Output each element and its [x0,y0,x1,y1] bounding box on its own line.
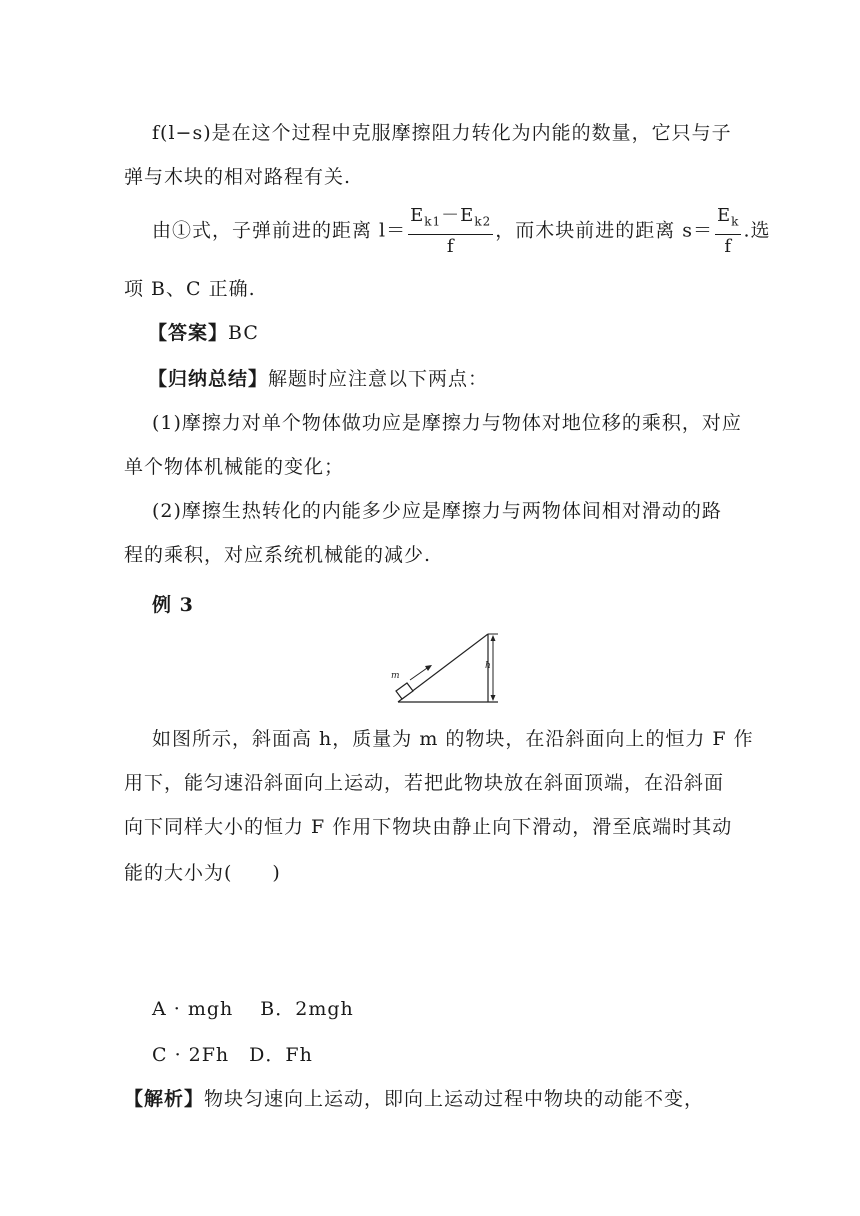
analysis-text: 物块匀速向上运动，即向上运动过程中物块的动能不变， [204,1088,705,1110]
summary-item2-line1: (2)摩擦生热转化的内能多少应是摩擦力与两物体间相对滑动的路 [152,500,722,522]
para2-suffix: .选 [743,219,771,242]
summary-line [148,364,488,391]
summary-item1-line2: 单个物体机械能的变化； [124,456,345,478]
question-line1: 如图所示，斜面高 h，质量为 m 的物块，在沿斜面向上的恒力 F 作 [152,728,754,750]
para1-line1: f(l−s)是在这个过程中克服摩擦阻力转化为内能的数量，它只与子 [152,122,732,144]
answer-label: 【答案】 [148,322,229,344]
block [396,683,413,699]
question-line3: 向下同样大小的恒力 F 作用下物块由静止向下滑动，滑至底端时其动 [124,816,733,838]
summary-item2-line2: 程的乘积，对应系统机械能的减少. [124,544,432,566]
question-line4: 能的大小为( ) [124,862,281,884]
example-title: 例 3 [152,594,194,616]
summary-label: 【归纳总结】 [148,368,269,390]
para2-prefix: 由①式，子弹前进的距离 l＝ [152,219,407,242]
fraction-l: $\frac{E_{k1}-E_{k2}}{f}$ [410,205,492,257]
answer-line [148,318,259,345]
analysis-label: 【解析】 [124,1088,205,1110]
summary-item1-line1: (1)摩擦力对单个物体做功应是摩擦力与物体对地位移的乘积，对应 [152,412,742,434]
options-row2: C · 2Fh D．Fh [152,1044,313,1066]
para2-middle: ，而木块前进的距离 s＝ [495,219,714,242]
fraction-s: $\frac{E_k}{f}$ [717,205,740,257]
para1-line2: 弹与木块的相对路程有关. [124,166,352,188]
analysis-line [124,1084,704,1111]
height-label: h [485,661,491,671]
incline-figure [388,628,504,706]
options-row1: A · mgh B．2mgh [152,998,354,1020]
question-line2: 用下，能匀速沿斜面向上运动，若把此物块放在斜面顶端，在沿斜面 [124,772,725,794]
answer-value: BC [228,322,259,344]
mass-label: m [391,671,400,681]
summary-text: 解题时应注意以下两点： [268,368,489,390]
para2-line2: 项 B、C 正确. [124,278,256,300]
para2-line1 [152,204,770,259]
